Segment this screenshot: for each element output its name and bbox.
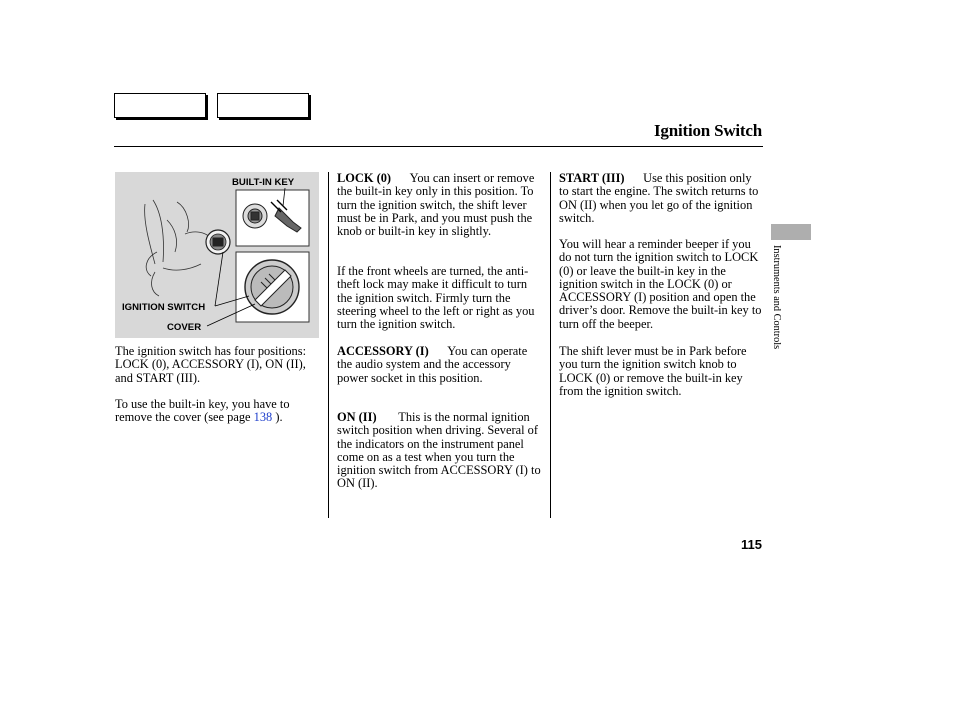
ignition-switch-figure <box>115 172 319 338</box>
page-number: 115 <box>741 537 762 552</box>
start-heading: START (III) <box>559 171 625 185</box>
start-paragraph: START (III) Use this position only to start the engine. The switch returns to ON (II) when you let go of the ignition switch. <box>559 171 759 225</box>
cover-paragraph: To use the built-in key, you have to remove the cover (see page 138 ). <box>115 397 290 425</box>
builtin-key-label: BUILT-IN KEY <box>232 177 295 188</box>
cover-label: COVER <box>167 322 202 333</box>
section-side-label: Instruments and Controls <box>771 245 782 350</box>
section-tab <box>771 224 811 240</box>
ignition-switch-illustration <box>115 172 319 338</box>
lock-paragraph: LOCK (0) You can insert or remove the built-in key only in this position. To turn the ignition switch, the shift lever must be in Park, and you must push the knob or built-in key in slightly. <box>337 171 535 239</box>
page-reference-link[interactable]: 138 <box>253 410 273 425</box>
page-title: Ignition Switch <box>654 121 762 140</box>
accessory-paragraph: ACCESSORY (I) You can operate the audio system and the accessory power socket in this position. <box>337 344 528 385</box>
anti-theft-paragraph: If the front wheels are turned, the anti-theft lock may make it difficult to turn the ignition switch. Firmly turn the steering wheel to the left or right as you turn the ignition switch. <box>337 264 535 332</box>
nav-button-next[interactable] <box>217 93 309 118</box>
ignition-switch-label: IGNITION SWITCH <box>122 302 206 313</box>
intro-paragraph: The ignition switch has four positions: LOCK (0), ACCESSORY (I), ON (II), and START (III). <box>115 344 307 385</box>
nav-button-previous[interactable] <box>114 93 206 118</box>
on-heading: ON (II) <box>337 410 377 424</box>
column-divider-1 <box>328 172 329 518</box>
shift-lever-paragraph: The shift lever must be in Park before you turn the ignition switch knob to LOCK (0) or remove the built-in key from the ignition switch. <box>559 344 747 398</box>
on-paragraph: ON (II) This is the normal ignition switch position when driving. Several of the indicators on the instrument panel come on as a test when you turn the ignition switch from ACCESSORY (I) to ON (II). <box>337 410 541 491</box>
accessory-heading: ACCESSORY (I) <box>337 344 429 358</box>
title-rule <box>114 146 763 147</box>
lock-heading: LOCK (0) <box>337 171 392 185</box>
beeper-paragraph: You will hear a reminder beeper if you do not turn the ignition switch to LOCK (0) or leave the built-in key in the ignition switch in the LOCK (0) or ACCESSORY (I) position and open the driver’s door. Remove the built-in key to turn off the beeper. <box>559 237 762 331</box>
column-divider-2 <box>550 172 551 518</box>
